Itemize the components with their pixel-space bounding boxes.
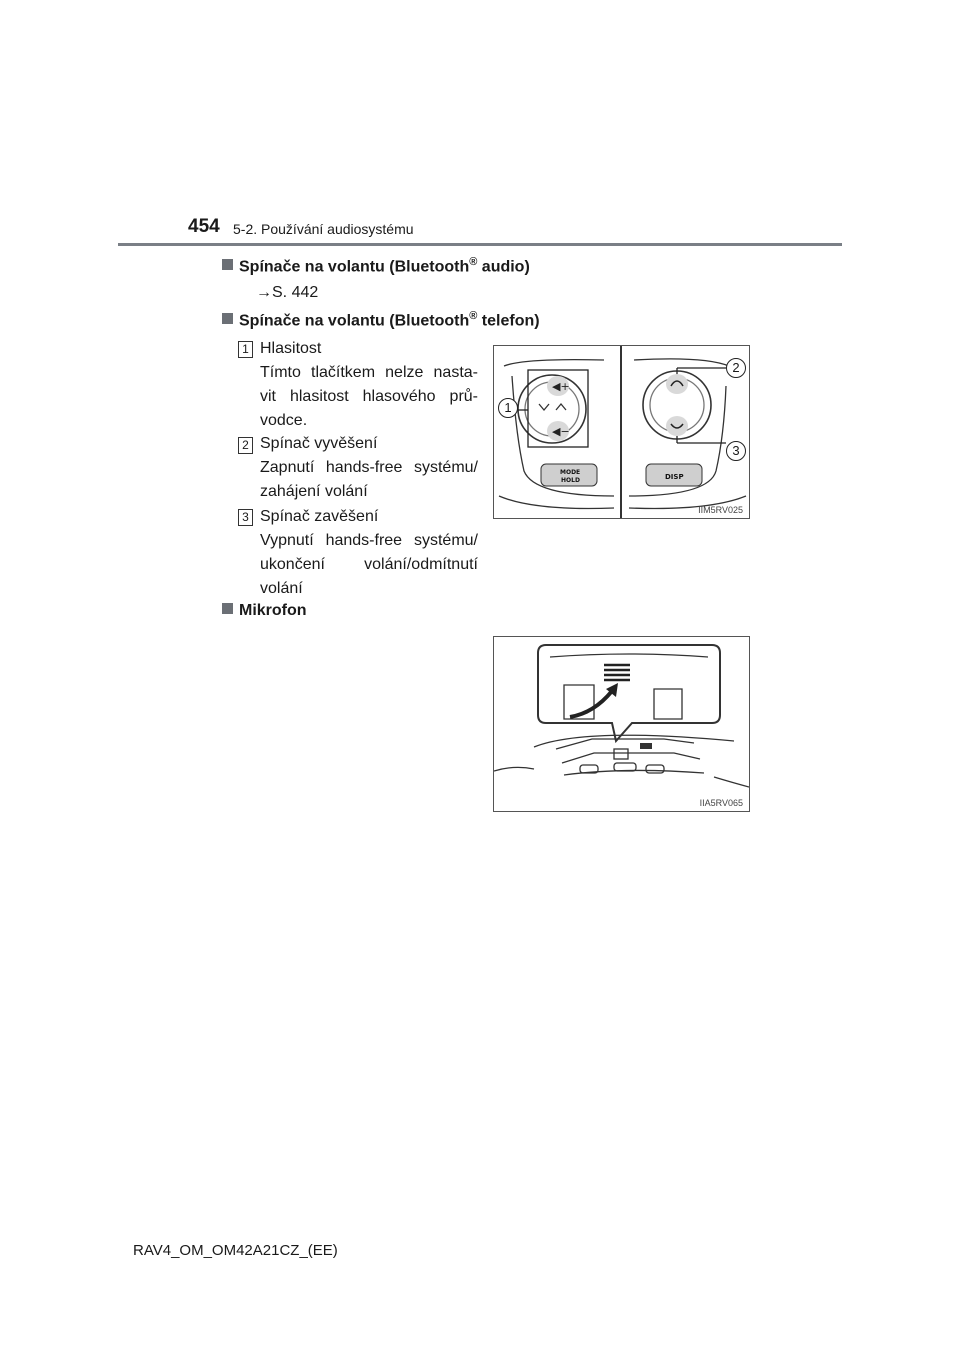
item-on-hook (260, 505, 478, 601)
document-code: RAV4_OM_OM42A21CZ_(EE) (133, 1242, 338, 1259)
callout-1: 1 (498, 398, 518, 418)
item-number-3: 3 (238, 509, 253, 526)
page-reference: →S. 442 (256, 284, 319, 301)
heading-bluetooth-audio: Spínače na volantu (Bluetooth® audio) (222, 256, 530, 276)
square-bullet-icon (222, 313, 233, 324)
hold-button-label: HOLD (561, 477, 580, 484)
figure-code: IIM5RV025 (698, 505, 743, 515)
item-off-hook (260, 432, 478, 504)
svg-text:◀+: ◀+ (552, 380, 570, 393)
header-rule (118, 243, 842, 246)
figure-code: IIA5RV065 (699, 798, 743, 808)
item-desc-line: zahájení volání (260, 483, 368, 500)
steering-switch-figure (493, 345, 750, 519)
heading-bluetooth-phone: Spínače na volantu (Bluetooth® telefon) (222, 310, 540, 330)
disp-button-label: DISP (665, 473, 684, 481)
item-desc-line: Vypnutí hands-free systému/ (260, 532, 478, 549)
item-desc-line: Tímto tlačítkem nelze nasta- (260, 364, 478, 381)
square-bullet-icon (222, 603, 233, 614)
item-number-2: 2 (238, 437, 253, 454)
item-volume (260, 337, 478, 433)
steering-wheel-illustration (494, 346, 749, 518)
heading-microphone: Mikrofon (222, 602, 307, 620)
item-title: Spínač vyvěšení (260, 435, 378, 452)
item-desc-line: volání (260, 580, 303, 597)
item-number-1: 1 (238, 341, 253, 358)
item-title: Spínač zavěšení (260, 508, 379, 525)
square-bullet-icon (222, 259, 233, 270)
svg-text:◀−: ◀− (552, 425, 570, 438)
microphone-figure (493, 636, 750, 812)
item-desc-line: ukončení volání/odmítnutí (260, 556, 478, 573)
item-desc-line: vodce. (260, 412, 308, 429)
item-title: Hlasitost (260, 340, 322, 357)
callout-3: 3 (726, 441, 746, 461)
page-number: 454 (188, 216, 220, 237)
callout-2: 2 (726, 358, 746, 378)
mode-button-label: MODE (560, 469, 581, 476)
section-title: 5-2. Používání audiosystému (233, 221, 414, 237)
item-desc-line: vit hlasitost hlasového prů- (260, 388, 478, 405)
overhead-console-illustration (494, 637, 749, 811)
item-desc-line: Zapnutí hands-free systému/ (260, 459, 478, 476)
